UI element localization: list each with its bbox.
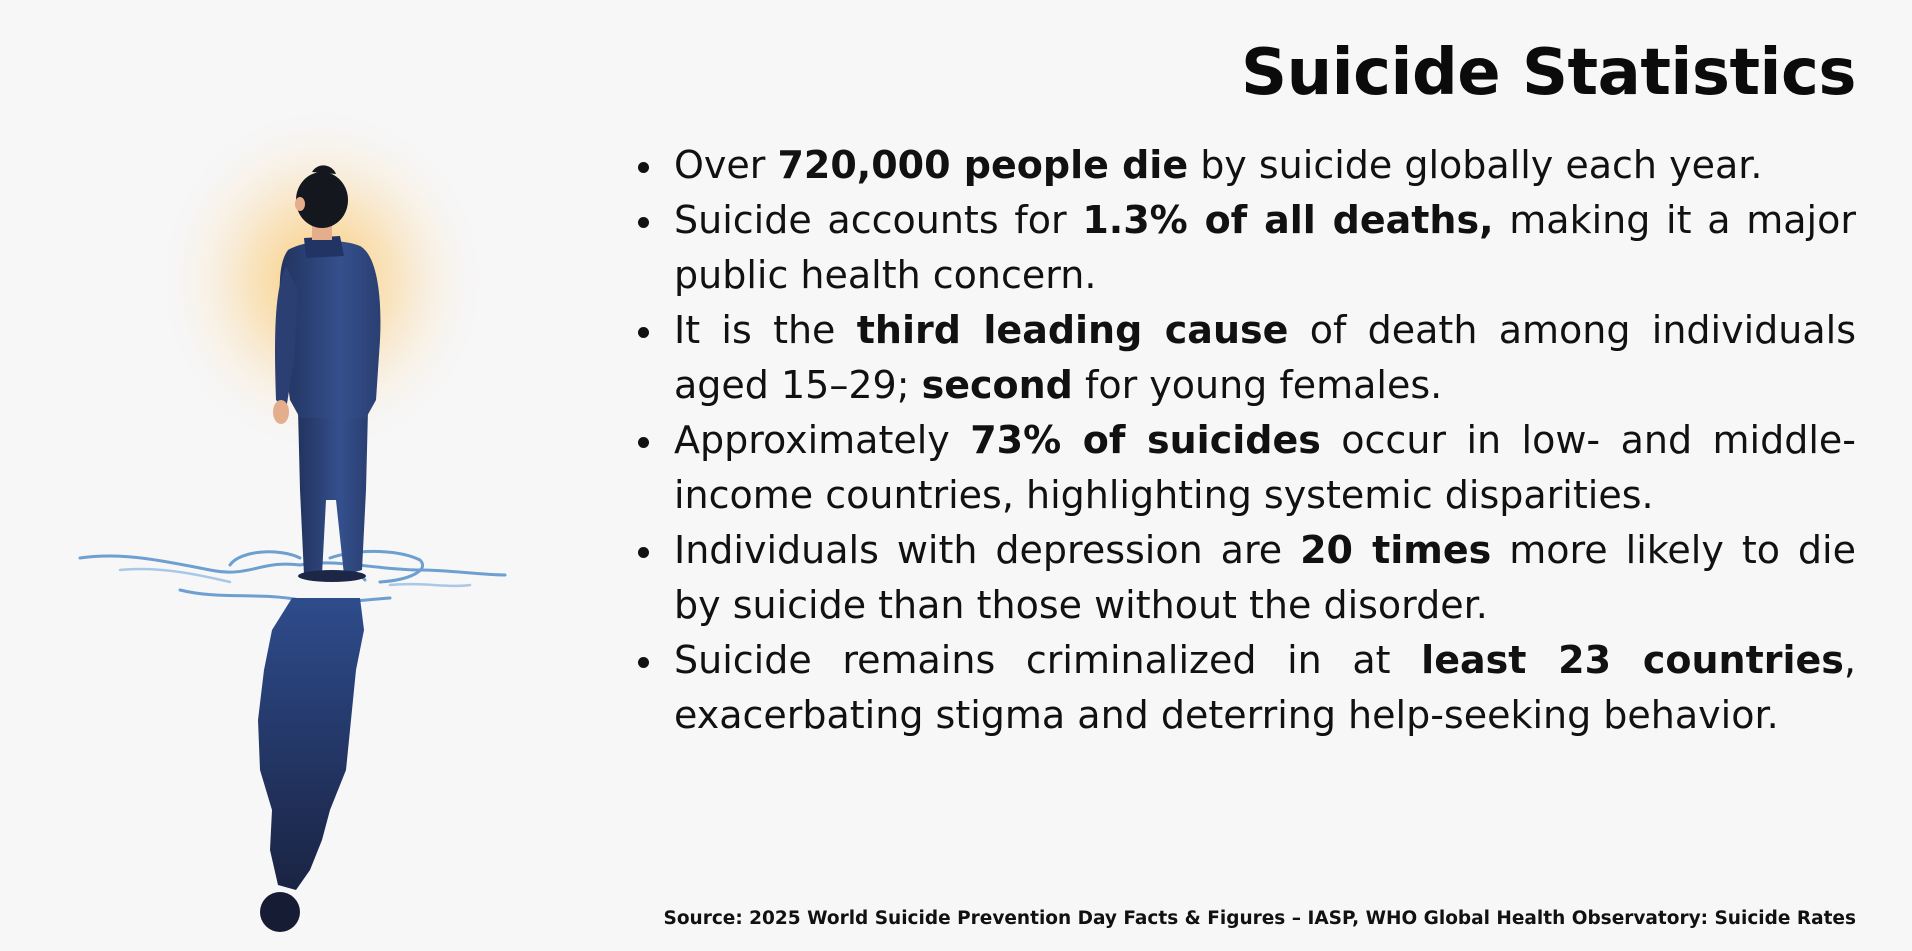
bullet-text: of death among individuals aged 15–29; bbox=[674, 308, 1856, 407]
bullet-text: occur in low- and middle-income countries, highlighting systemic disparities. bbox=[674, 418, 1856, 517]
bullet-text: making it a major public health concern. bbox=[674, 198, 1856, 297]
bullet-text: for young females. bbox=[1072, 363, 1443, 407]
bullet-text: , exacerbating stigma and deterring help-seeking behavior. bbox=[674, 638, 1856, 737]
bullet-highlight: least 23 countries bbox=[1421, 638, 1844, 682]
page-title: Suicide Statistics bbox=[1240, 36, 1856, 110]
bullet-text: Approximately bbox=[674, 418, 971, 462]
bullet-text: Over bbox=[674, 143, 778, 187]
bullet-text: more likely to die by suicide than those without the disorder. bbox=[674, 528, 1856, 627]
bullet-highlight: third leading cause bbox=[856, 308, 1289, 352]
list-item bbox=[638, 303, 1856, 413]
list-item bbox=[638, 633, 1856, 743]
list-item bbox=[638, 413, 1856, 523]
bullet-text: Suicide accounts for bbox=[674, 198, 1083, 242]
statistics-list bbox=[638, 138, 1856, 743]
bullet-text: It is the bbox=[674, 308, 857, 352]
bullet-text: Individuals with depression are bbox=[674, 528, 1301, 572]
person-reflection-illustration bbox=[60, 70, 520, 950]
bullet-text: by suicide globally each year. bbox=[1188, 143, 1763, 187]
bullet-text: Suicide remains criminalized in at bbox=[674, 638, 1422, 682]
reflection-head bbox=[260, 892, 300, 932]
figure-reflection bbox=[258, 598, 364, 890]
figure-ear bbox=[295, 197, 305, 211]
list-item bbox=[638, 193, 1856, 303]
bullet-highlight: 1.3% of all deaths, bbox=[1082, 198, 1494, 242]
bullet-highlight: second bbox=[921, 363, 1073, 407]
water-ripples bbox=[80, 551, 505, 602]
figure-hand bbox=[273, 400, 289, 424]
bullet-highlight: 720,000 people die bbox=[777, 143, 1189, 187]
figure-legs bbox=[298, 410, 368, 575]
bullet-highlight: 73% of suicides bbox=[970, 418, 1321, 462]
list-item bbox=[638, 138, 1856, 193]
source-citation: Source: 2025 World Suicide Prevention Day Facts & Figures – IASP, WHO Global Health Observatory: Suicide Rates bbox=[663, 908, 1856, 929]
list-item bbox=[638, 523, 1856, 633]
bullet-highlight: 20 times bbox=[1300, 528, 1492, 572]
figure-feet bbox=[298, 570, 366, 582]
